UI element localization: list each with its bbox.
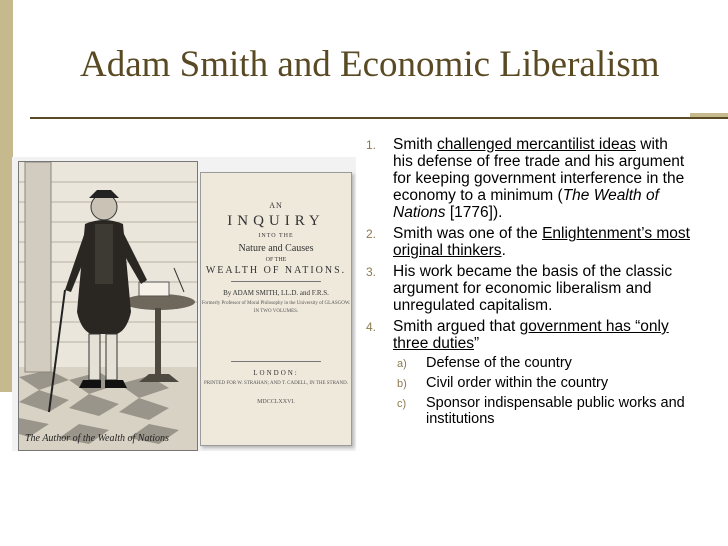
wealth-of-nations-title-page bbox=[200, 172, 352, 446]
bullet-number: 2. bbox=[366, 227, 377, 241]
adam-smith-portrait bbox=[18, 161, 198, 451]
bullet-item-1 bbox=[360, 136, 690, 221]
book-line-professor: Formerly Professor of Moral Philosophy in the University of GLASGOW. bbox=[201, 301, 351, 306]
sub-bullet-item bbox=[393, 355, 690, 371]
book-line-of: OF THE bbox=[265, 257, 287, 263]
bullet-italic-title: The Wealth of Nations bbox=[393, 187, 659, 221]
book-rule-top bbox=[231, 281, 321, 282]
book-line-nature: Nature and Causes bbox=[238, 243, 314, 254]
portrait-caption: The Author of the Wealth of Nations bbox=[25, 433, 169, 444]
book-line-wealth: WEALTH OF NATIONS. bbox=[205, 265, 347, 276]
bullet-number: 1. bbox=[366, 138, 377, 152]
sub-bullet-letter: a) bbox=[397, 358, 407, 370]
bullet-item-3 bbox=[360, 263, 690, 314]
bullet-number: 3. bbox=[366, 265, 377, 279]
bullet-link-mercantilist[interactable]: challenged mercantilist ideas bbox=[436, 136, 636, 153]
book-line-an: AN bbox=[269, 201, 283, 210]
book-line-volumes: IN TWO VOLUMES. bbox=[253, 309, 299, 314]
book-line-printer: PRINTED FOR W. STRAHAN; AND T. CADELL, IN THE STRAND. bbox=[203, 381, 349, 386]
bullet-item-2 bbox=[360, 225, 690, 259]
sub-bullet-text: Civil order within the country bbox=[426, 375, 609, 391]
book-line-london: LONDON: bbox=[253, 369, 299, 377]
title-underline bbox=[30, 117, 728, 119]
bullet-item-4 bbox=[360, 318, 690, 427]
bullet-text: Smith was one of the bbox=[393, 225, 543, 242]
book-line-into: INTO THE bbox=[258, 233, 294, 239]
bullet-list bbox=[360, 136, 690, 427]
sub-bullet-item bbox=[393, 395, 690, 427]
portrait-engraving-icon bbox=[19, 162, 197, 450]
sub-bullet-item bbox=[393, 375, 690, 391]
bullet-text: with his defense of free trade and his argument for keeping government interference in the economy to a minimum ( bbox=[393, 136, 685, 204]
bullet-text: His work became the basis of the classic argument for economic liberalism and unregulated capitalism. bbox=[393, 263, 673, 314]
sub-bullet-text: Defense of the country bbox=[426, 355, 572, 371]
bullet-content bbox=[360, 136, 690, 431]
bullet-text: Smith argued that bbox=[393, 318, 520, 335]
book-rule-bottom bbox=[231, 361, 321, 362]
book-line-inquiry: INQUIRY bbox=[227, 213, 325, 229]
bullet-text: ” bbox=[474, 335, 480, 352]
sub-bullet-list bbox=[393, 355, 690, 427]
book-line-author: By ADAM SMITH, LL.D. and F.R.S. bbox=[223, 289, 329, 297]
slide-title: Adam Smith and Economic Liberalism bbox=[80, 44, 660, 85]
book-line-year: MDCCLXXVI. bbox=[257, 399, 295, 405]
title-underline-accent bbox=[690, 113, 728, 117]
sub-bullet-letter: c) bbox=[397, 398, 407, 410]
bullet-link-enlightenment[interactable]: Enlightenment’s most original thinkers bbox=[393, 225, 690, 259]
sub-bullet-letter: b) bbox=[397, 378, 407, 390]
bullet-link-three-duties[interactable]: government has “only three duties bbox=[393, 318, 669, 352]
bullet-text: Smith bbox=[393, 136, 437, 153]
sub-bullet-text: Sponsor indispensable public works and institutions bbox=[426, 395, 685, 427]
bullet-number: 4. bbox=[366, 320, 377, 334]
bullet-text: [1776]). bbox=[445, 204, 503, 221]
bullet-text: . bbox=[501, 242, 506, 259]
